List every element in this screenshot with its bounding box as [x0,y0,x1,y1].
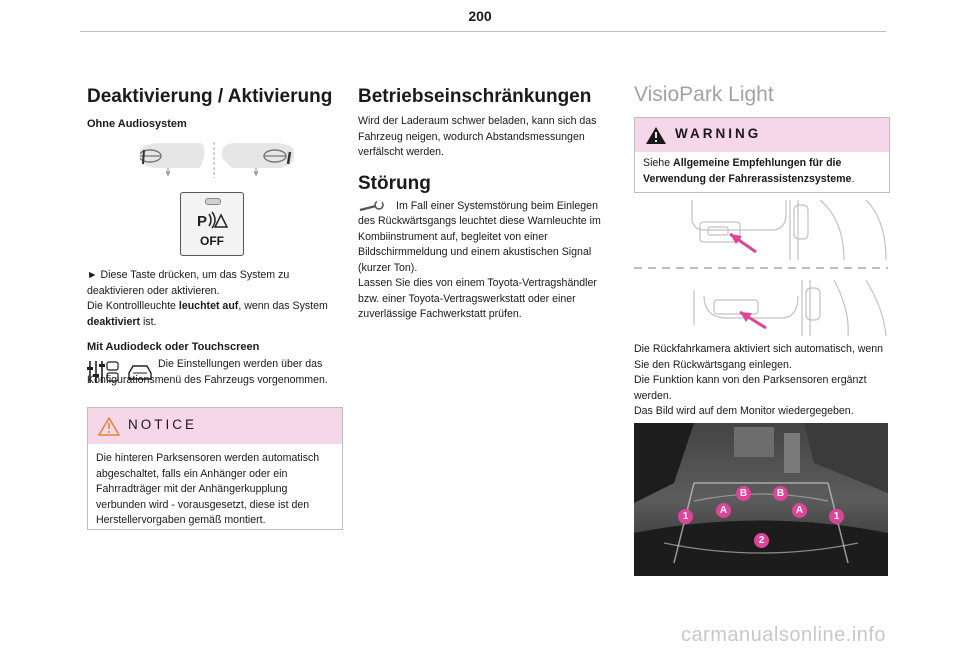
camera-view-drawing [634,423,888,576]
heading-fault: Störung [358,172,431,194]
camera-text-3: Das Bild wird auf dem Monitor wiedergegeben. [634,405,854,417]
subheading-touchscreen: Mit Audiodeck oder Touchscreen [87,341,260,353]
mirror-illustration [140,140,294,182]
svg-text:P: P [197,213,208,230]
warning-triangle-icon [98,417,120,436]
wrench-warning-icon [358,198,388,216]
heading-visiopark: VisioPark Light [634,83,774,106]
camera-label-marker-1-left: 1 [678,509,693,524]
deactivation-text [87,268,343,356]
camera-label-marker-b-left: B [736,486,751,501]
camera-label-marker-a-right: A [792,503,807,518]
parking-sensor-icon [197,211,229,231]
rear-camera-location-illustration [634,200,888,336]
camera-text-2: Die Funktion kann von den Parksensoren ergänzt werden. [634,374,867,402]
camera-label-marker-2: 2 [754,533,769,548]
limitations-text: Wird der Laderaum schwer beladen, kann sich das Fahrzeug neigen, wodurch Abstandsmessungen verfälscht werden. [358,115,597,158]
warning-triangle-icon [645,126,667,145]
rear-camera-view-image [634,423,888,576]
notice-header [88,408,342,444]
warning-title: WARNING [675,126,762,141]
warning-header [635,118,889,152]
notice-text: Die hinteren Parksensoren werden automatisch abgeschaltet, falls ein Anhänger oder ein Fahrradträger mit der Anhängerkupplung verbunden wird - vorausgesetzt, diese ist den Herstellervorgaben gemäß montiert. [96,452,320,526]
camera-label-marker-b-right: B [773,486,788,501]
header-divider [80,31,886,32]
watermark: carmanualsonline.info [680,624,886,646]
column-deactivation [87,86,343,133]
touchscreen-text: Die Einstellungen werden über das Konfigurationsmenü des Fahrzeugs vorgenommen. [87,358,328,386]
camera-text-block [634,342,888,420]
column-visiopark [634,84,888,106]
heading-deactivation: Deaktivierung / Aktivierung [87,86,333,107]
touchscreen-text-block [87,357,343,388]
warning-box [634,117,890,193]
indicator-lamp [205,198,221,205]
subheading-no-audio: Ohne Audiosystem [87,118,187,130]
page-number: 200 [468,8,492,24]
arrow-bullet-icon: ► [87,269,98,281]
notice-box [87,407,343,530]
camera-label-marker-a-left: A [716,503,731,518]
off-label: OFF [200,234,224,248]
instruction-press: ► Diese Taste drücken, um das System zu deaktivieren oder aktivieren. [87,269,290,297]
park-sensor-off-button[interactable] [180,192,244,256]
fault-dealer-text: Lassen Sie dies von einem Toyota-Vertragshändler bzw. einer Toyota-Vertragswerkstatt oder einer zuverlässige Fachwerkstatt prüfen. [358,277,597,320]
lamp-info: Die Kontrollleuchte leuchtet auf, wenn das System deaktiviert ist. [87,300,328,328]
column-limitations [358,86,604,323]
notice-title: NOTICE [128,417,198,432]
heading-limitations: Betriebseinschränkungen [358,86,592,107]
warning-text: Siehe Allgemeine Empfehlungen für die Verwendung der Fahrerassistenzsysteme. [643,157,855,185]
camera-label-marker-1-right: 1 [829,509,844,524]
fault-text: Im Fall einer Systemstörung beim Einlegen des Rückwärtsgangs leuchtet diese Warnleuchte im Kombiinstrument auf, begleitet von einer Bildschirmmeldung und einem akustischen Signal (kurzer Ton). [358,199,601,274]
camera-text-1: Die Rückfahrkamera aktiviert sich automatisch, wenn Sie den Rückwärtsgang einlegen. [634,343,884,371]
